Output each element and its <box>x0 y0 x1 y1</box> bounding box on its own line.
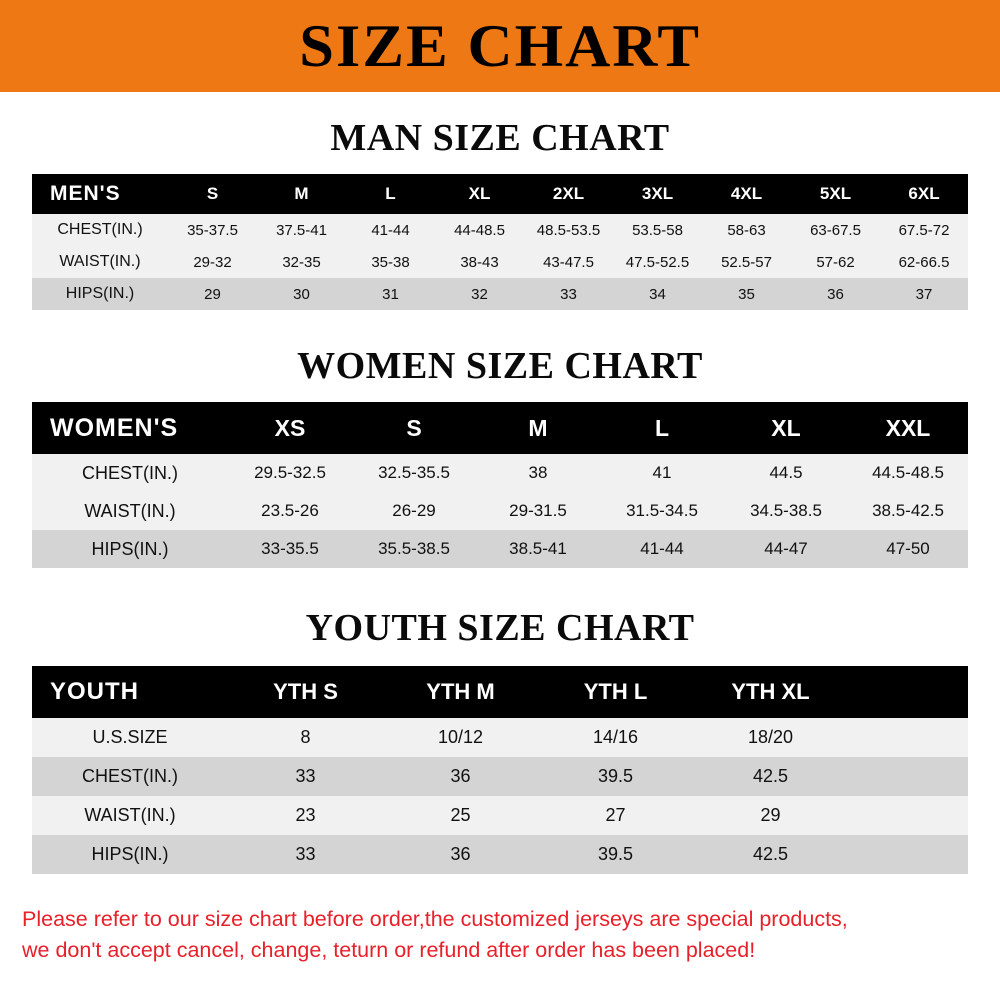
women-chest-xl: 44.5 <box>724 454 848 492</box>
women-waist-s: 26-29 <box>352 492 476 530</box>
youth-waist-l: 27 <box>538 796 693 835</box>
table-row <box>32 530 968 568</box>
youth-hips-m: 36 <box>383 835 538 874</box>
men-chest-label: CHEST(IN.) <box>32 214 168 246</box>
men-hips-l: 31 <box>346 278 435 310</box>
women-waist-label: WAIST(IN.) <box>32 492 228 530</box>
men-header-xl: XL <box>435 174 524 214</box>
youth-hips-l: 39.5 <box>538 835 693 874</box>
women-hips-label: HIPS(IN.) <box>32 530 228 568</box>
women-waist-xl: 34.5-38.5 <box>724 492 848 530</box>
youth-table-wrapper <box>32 666 968 874</box>
men-waist-s: 29-32 <box>168 246 257 278</box>
men-header-m: M <box>257 174 346 214</box>
women-chest-label: CHEST(IN.) <box>32 454 228 492</box>
men-header-6xl: 6XL <box>880 174 968 214</box>
women-hips-s: 35.5-38.5 <box>352 530 476 568</box>
women-hips-xs: 33-35.5 <box>228 530 352 568</box>
women-waist-m: 29-31.5 <box>476 492 600 530</box>
table-row <box>32 246 968 278</box>
men-chest-4xl: 58-63 <box>702 214 791 246</box>
men-chest-5xl: 63-67.5 <box>791 214 880 246</box>
men-hips-5xl: 36 <box>791 278 880 310</box>
header-banner <box>0 0 1000 92</box>
table-row <box>32 454 968 492</box>
youth-header-m: YTH M <box>383 666 538 718</box>
women-hips-l: 41-44 <box>600 530 724 568</box>
men-chest-3xl: 53.5-58 <box>613 214 702 246</box>
men-hips-4xl: 35 <box>702 278 791 310</box>
women-header-l: L <box>600 402 724 454</box>
youth-section-title: YOUTH SIZE CHART <box>305 607 695 649</box>
youth-hips-spacer <box>848 835 968 874</box>
women-header-m: M <box>476 402 600 454</box>
women-chest-l: 41 <box>600 454 724 492</box>
men-hips-label: HIPS(IN.) <box>32 278 168 310</box>
women-chest-s: 32.5-35.5 <box>352 454 476 492</box>
youth-header-xl: YTH XL <box>693 666 848 718</box>
table-row <box>32 492 968 530</box>
youth-ussize-s: 8 <box>228 718 383 757</box>
youth-header-s: YTH S <box>228 666 383 718</box>
men-waist-label: WAIST(IN.) <box>32 246 168 278</box>
note-line-2: we don't accept cancel, change, teturn or refund after order has been placed! <box>22 937 756 962</box>
women-header-xl: XL <box>724 402 848 454</box>
table-row <box>32 796 968 835</box>
youth-hips-label: HIPS(IN.) <box>32 835 228 874</box>
men-waist-xl: 38-43 <box>435 246 524 278</box>
women-header-xxl: XXL <box>848 402 968 454</box>
men-header-l: L <box>346 174 435 214</box>
men-header-label: MEN'S <box>32 174 168 214</box>
men-waist-l: 35-38 <box>346 246 435 278</box>
women-chest-xxl: 44.5-48.5 <box>848 454 968 492</box>
men-size-table <box>32 174 968 310</box>
youth-header-label: YOUTH <box>32 666 228 718</box>
youth-ussize-label: U.S.SIZE <box>32 718 228 757</box>
note-line-1: Please refer to our size chart before order,the customized jerseys are special products, <box>22 907 848 931</box>
women-waist-xs: 23.5-26 <box>228 492 352 530</box>
men-waist-m: 32-35 <box>257 246 346 278</box>
men-section-title: MAN SIZE CHART <box>330 117 670 159</box>
youth-waist-label: WAIST(IN.) <box>32 796 228 835</box>
youth-waist-m: 25 <box>383 796 538 835</box>
youth-chest-xl: 42.5 <box>693 757 848 796</box>
return-policy-note <box>22 904 978 965</box>
men-hips-xl: 32 <box>435 278 524 310</box>
men-waist-2xl: 43-47.5 <box>524 246 613 278</box>
women-chest-xs: 29.5-32.5 <box>228 454 352 492</box>
table-row <box>32 214 968 246</box>
table-row <box>32 718 968 757</box>
men-chest-xl: 44-48.5 <box>435 214 524 246</box>
page-title: SIZE CHART <box>299 13 701 79</box>
men-header-4xl: 4XL <box>702 174 791 214</box>
table-row <box>32 835 968 874</box>
men-header-2xl: 2XL <box>524 174 613 214</box>
table-header-row <box>32 666 968 718</box>
men-header-3xl: 3XL <box>613 174 702 214</box>
men-chest-2xl: 48.5-53.5 <box>524 214 613 246</box>
men-chest-6xl: 67.5-72 <box>880 214 968 246</box>
youth-hips-xl: 42.5 <box>693 835 848 874</box>
women-header-label: WOMEN'S <box>32 402 228 454</box>
youth-waist-s: 23 <box>228 796 383 835</box>
men-hips-2xl: 33 <box>524 278 613 310</box>
women-waist-l: 31.5-34.5 <box>600 492 724 530</box>
youth-ussize-m: 10/12 <box>383 718 538 757</box>
table-row <box>32 757 968 796</box>
women-hips-xxl: 47-50 <box>848 530 968 568</box>
youth-chest-l: 39.5 <box>538 757 693 796</box>
women-header-xs: XS <box>228 402 352 454</box>
youth-header-l: YTH L <box>538 666 693 718</box>
table-row <box>32 278 968 310</box>
men-hips-s: 29 <box>168 278 257 310</box>
men-hips-m: 30 <box>257 278 346 310</box>
women-hips-m: 38.5-41 <box>476 530 600 568</box>
youth-header-spacer <box>848 666 968 718</box>
youth-waist-spacer <box>848 796 968 835</box>
men-header-s: S <box>168 174 257 214</box>
youth-chest-s: 33 <box>228 757 383 796</box>
men-chest-s: 35-37.5 <box>168 214 257 246</box>
youth-size-table <box>32 666 968 874</box>
men-chest-m: 37.5-41 <box>257 214 346 246</box>
men-chest-l: 41-44 <box>346 214 435 246</box>
youth-ussize-spacer <box>848 718 968 757</box>
women-table-wrapper <box>32 402 968 568</box>
men-waist-5xl: 57-62 <box>791 246 880 278</box>
youth-hips-s: 33 <box>228 835 383 874</box>
youth-ussize-xl: 18/20 <box>693 718 848 757</box>
men-table-wrapper <box>32 174 968 310</box>
women-size-table <box>32 402 968 568</box>
men-hips-3xl: 34 <box>613 278 702 310</box>
women-section-title: WOMEN SIZE CHART <box>297 345 703 387</box>
women-waist-xxl: 38.5-42.5 <box>848 492 968 530</box>
youth-waist-xl: 29 <box>693 796 848 835</box>
men-waist-6xl: 62-66.5 <box>880 246 968 278</box>
men-waist-4xl: 52.5-57 <box>702 246 791 278</box>
women-hips-xl: 44-47 <box>724 530 848 568</box>
youth-ussize-l: 14/16 <box>538 718 693 757</box>
women-header-s: S <box>352 402 476 454</box>
men-hips-6xl: 37 <box>880 278 968 310</box>
youth-chest-label: CHEST(IN.) <box>32 757 228 796</box>
men-header-5xl: 5XL <box>791 174 880 214</box>
youth-chest-m: 36 <box>383 757 538 796</box>
women-chest-m: 38 <box>476 454 600 492</box>
table-header-row <box>32 174 968 214</box>
men-waist-3xl: 47.5-52.5 <box>613 246 702 278</box>
youth-chest-spacer <box>848 757 968 796</box>
table-header-row <box>32 402 968 454</box>
